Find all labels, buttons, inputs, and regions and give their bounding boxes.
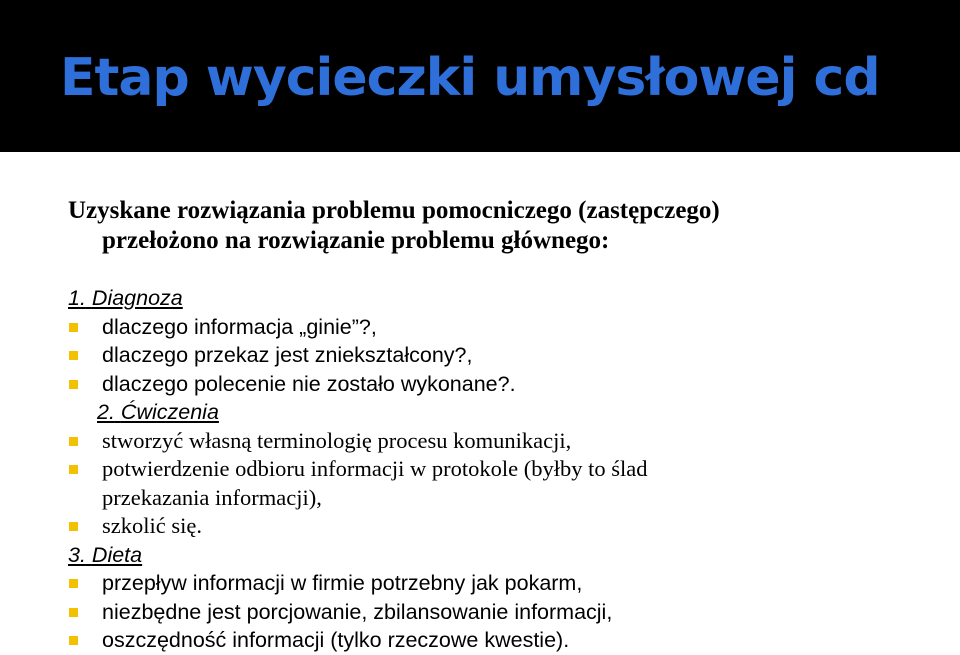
square-bullet-icon — [69, 323, 78, 332]
list-item: dlaczego informacja „ginie”?, — [68, 313, 648, 342]
list-item: dlaczego przekaz jest zniekształcony?, — [68, 341, 648, 370]
square-bullet-icon — [69, 437, 78, 446]
intro-line-2: przełożono na rozwiązanie problemu głównego: — [102, 227, 610, 254]
list-item-continuation: przekazania informacji), — [102, 484, 322, 510]
list-item: stworzyć własną terminologię procesu komunikacji, — [68, 427, 648, 456]
section-number: 2. — [97, 400, 115, 424]
list-item: oszczędność informacji (tylko rzeczowe kwestie). — [68, 626, 648, 655]
square-bullet-icon — [69, 522, 78, 531]
intro-text — [68, 196, 720, 256]
intro-line-1: Uzyskane rozwiązania problemu pomocniczego (zastępczego) — [68, 197, 720, 224]
slide-content-list — [68, 284, 648, 655]
list-item: niezbędne jest porcjowanie, zbilansowanie informacji, — [68, 598, 648, 627]
list-item: przepływ informacji w firmie potrzebny jak pokarm, — [68, 569, 648, 598]
list-item: dlaczego polecenie nie zostało wykonane?. — [68, 370, 648, 399]
square-bullet-icon — [69, 608, 78, 617]
section-title: Ćwiczenia — [120, 400, 219, 424]
square-bullet-icon — [69, 636, 78, 645]
section-heading-diagnoza — [68, 284, 648, 313]
square-bullet-icon — [69, 351, 78, 360]
section-heading-cwiczenia — [68, 398, 648, 427]
square-bullet-icon — [69, 465, 78, 474]
section-heading-dieta — [68, 541, 648, 570]
section-number: 1. — [68, 286, 86, 310]
section-title: Dieta — [91, 542, 143, 567]
list-item: potwierdzenie odbioru informacji w protokole (byłby to ślad — [68, 455, 648, 484]
section-number: 3. — [68, 542, 86, 567]
square-bullet-icon — [69, 579, 78, 588]
list-item: szkolić się. — [68, 512, 648, 541]
section-title: Diagnoza — [91, 286, 183, 310]
slide-title: Etap wycieczki umysłowej cd — [60, 48, 880, 108]
square-bullet-icon — [69, 380, 78, 389]
title-bar — [0, 0, 960, 152]
